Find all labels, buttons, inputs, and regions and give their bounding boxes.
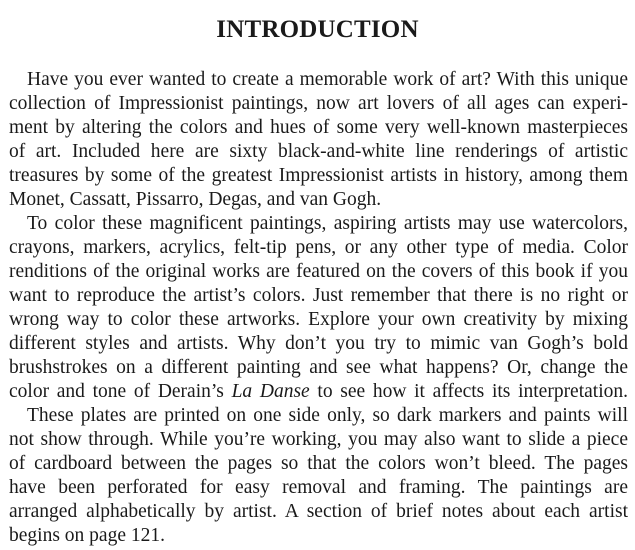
painting-title-la-danse: La Danse xyxy=(231,381,310,402)
paragraph-3-line-2: not show through. While you’re working, you may also want to slide a piece xyxy=(9,429,628,450)
paragraph-2-line-8 xyxy=(9,380,628,404)
paragraph-3-line-5: arranged alphabetically by artist. A section of brief notes about each artist xyxy=(9,501,628,522)
paragraph-2-line-7: brushstrokes on a different painting and see what happens? Or, change the xyxy=(9,357,628,378)
paragraph-2-line-5: wrong way to color these artworks. Explore your own creativity by mixing xyxy=(9,309,628,330)
paragraph-2-line-4: want to reproduce the artist’s colors. Just remember that there is no right or xyxy=(9,285,628,306)
paragraph-3-line-3: of cardboard between the pages so that the colors won’t bleed. The pages xyxy=(9,453,628,474)
paragraph-1-line-1: Have you ever wanted to create a memorable work of art? With this unique xyxy=(27,69,628,90)
paragraph-2-line-6: different styles and artists. Why don’t you try to mimic van Gogh’s bold xyxy=(9,333,628,354)
paragraph-1-line-4: of art. Included here are sixty black-and-white line renderings of artistic xyxy=(9,141,628,162)
line-text-before: color and tone of Derain’s xyxy=(9,381,232,402)
page-title: INTRODUCTION xyxy=(216,16,419,43)
line-text-after: to see how it affects its interpretation. xyxy=(309,381,628,402)
paragraph-1-line-3: ment by altering the colors and hues of some very well-known masterpieces xyxy=(9,117,628,138)
paragraph-1-line-2: collection of Impressionist paintings, now art lovers of all ages can experi- xyxy=(9,93,628,114)
paragraph-3-line-4: have been perforated for easy removal and framing. The paintings are xyxy=(9,477,628,498)
paragraph-3-line-1: These plates are printed on one side only, so dark markers and paints will xyxy=(27,405,628,426)
paragraph-3-line-6: begins on page 121. xyxy=(9,525,165,546)
paragraph-1-line-6: Monet, Cassatt, Pissarro, Degas, and van Gogh. xyxy=(9,189,382,210)
paragraph-2-line-3: renditions of the original works are featured on the covers of this book if you xyxy=(9,261,628,282)
paragraph-2-line-2: crayons, markers, acrylics, felt-tip pens, or any other type of media. Color xyxy=(9,237,628,258)
paragraph-2-line-1: To color these magnificent paintings, aspiring artists may use watercolors, xyxy=(27,213,628,234)
paragraph-1-line-5: treasures by some of the greatest Impressionist artists in history, among them xyxy=(9,165,628,186)
